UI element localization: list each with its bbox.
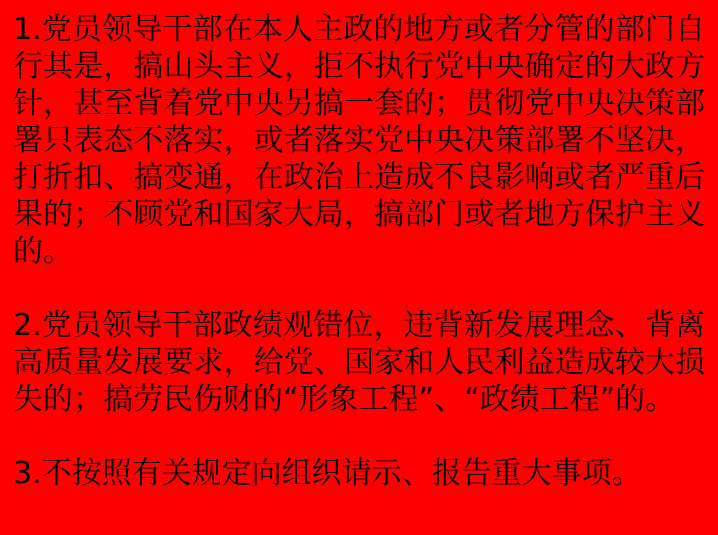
paragraph-1: 1.党员领导干部在本人主政的地方或者分管的部门自行其是，搞山头主义，拒不执行党中央确定的大政方针，甚至背着党中央另搞一套的；贯彻党中央决策部署只表态不落实，或者落实党中央决策部署不坚决，打折扣、搞变通，在政治上造成不良影响或者严重后果的；不顾党和国家大局，搞部门或者地方保护主义的。 <box>13 12 705 269</box>
paragraph-2: 2.党员领导干部政绩观错位，违背新发展理念、背离高质量发展要求，给党、国家和人民利益造成较大损失的；搞劳民伤财的“形象工程”、“政绩工程”的。 <box>13 308 705 417</box>
paragraph-3: 3.不按照有关规定向组织请示、报告重大事项。 <box>13 456 642 491</box>
